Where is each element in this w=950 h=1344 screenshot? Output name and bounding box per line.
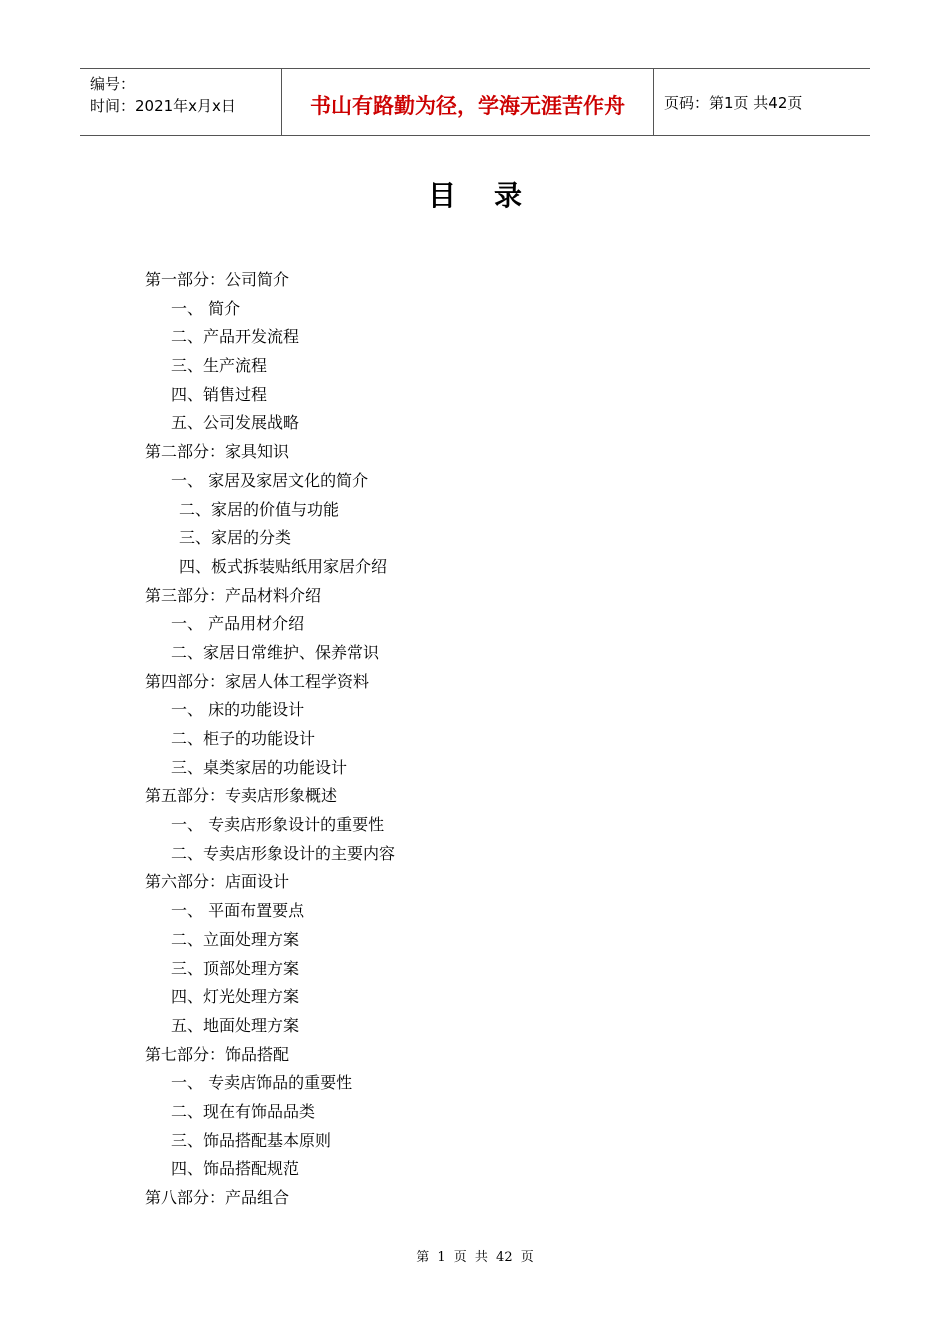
toc-item: 一、 家居及家居文化的简介 [171, 470, 369, 490]
toc-item: 四、饰品搭配规范 [171, 1159, 300, 1179]
toc-item: 五、公司发展战略 [171, 413, 300, 433]
header-motto: 书山有路勤为径，学海无涯苦作舟 [282, 69, 654, 135]
toc-section: 第七部分：饰品搭配 [145, 1044, 290, 1064]
toc-item: 二、专卖店形象设计的主要内容 [171, 843, 396, 863]
toc-item: 二、现在有饰品品类 [171, 1101, 316, 1121]
toc-item: 二、产品开发流程 [171, 327, 300, 347]
toc-section: 第二部分：家具知识 [145, 442, 290, 462]
toc-item: 一、 简介 [171, 298, 241, 318]
toc-item: 一、 床的功能设计 [171, 700, 305, 720]
toc-section: 第五部分：专卖店形象概述 [145, 786, 338, 806]
header-page-info: 页码：第1页 共42页 [664, 93, 803, 112]
toc-item: 二、柜子的功能设计 [171, 729, 316, 748]
toc-item: 二、立面处理方案 [171, 929, 300, 949]
toc-section: 第三部分：产品材料介绍 [145, 585, 322, 605]
header-meta [80, 69, 282, 135]
date-label: 时间：2021年x月x日 [90, 97, 236, 115]
toc-item: 五、地面处理方案 [171, 1015, 300, 1035]
toc-item: 一、 产品用材介绍 [171, 614, 305, 634]
toc-item: 三、生产流程 [171, 356, 268, 376]
toc-item: 四、销售过程 [171, 384, 268, 404]
table-of-contents [145, 266, 745, 1213]
toc-section: 第四部分：家居人体工程学资料 [145, 671, 370, 691]
toc-item: 二、家居日常维护、保养常识 [171, 642, 380, 662]
toc-item: 四、灯光处理方案 [171, 987, 300, 1007]
number-label: 编号： [90, 75, 136, 93]
toc-item: 三、家居的分类 [179, 528, 292, 548]
toc-item: 一、 专卖店形象设计的重要性 [171, 815, 385, 835]
toc-item: 一、 专卖店饰品的重要性 [171, 1073, 353, 1093]
toc-section: 第一部分：公司简介 [145, 270, 290, 289]
toc-section: 第六部分：店面设计 [145, 872, 290, 892]
toc-item: 三、饰品搭配基本原则 [171, 1130, 332, 1150]
page-header [80, 68, 870, 136]
toc-section: 第八部分：产品组合 [145, 1188, 290, 1207]
toc-item: 三、桌类家居的功能设计 [171, 757, 348, 777]
page-title: 目录 [427, 179, 560, 212]
toc-item: 四、板式拆装贴纸用家居介绍 [179, 556, 388, 576]
toc-item: 三、顶部处理方案 [171, 958, 300, 978]
toc-item: 二、家居的价值与功能 [179, 499, 340, 519]
page-footer: 第 1 页 共 42 页 [416, 1250, 534, 1265]
toc-item: 一、 平面布置要点 [171, 901, 305, 921]
